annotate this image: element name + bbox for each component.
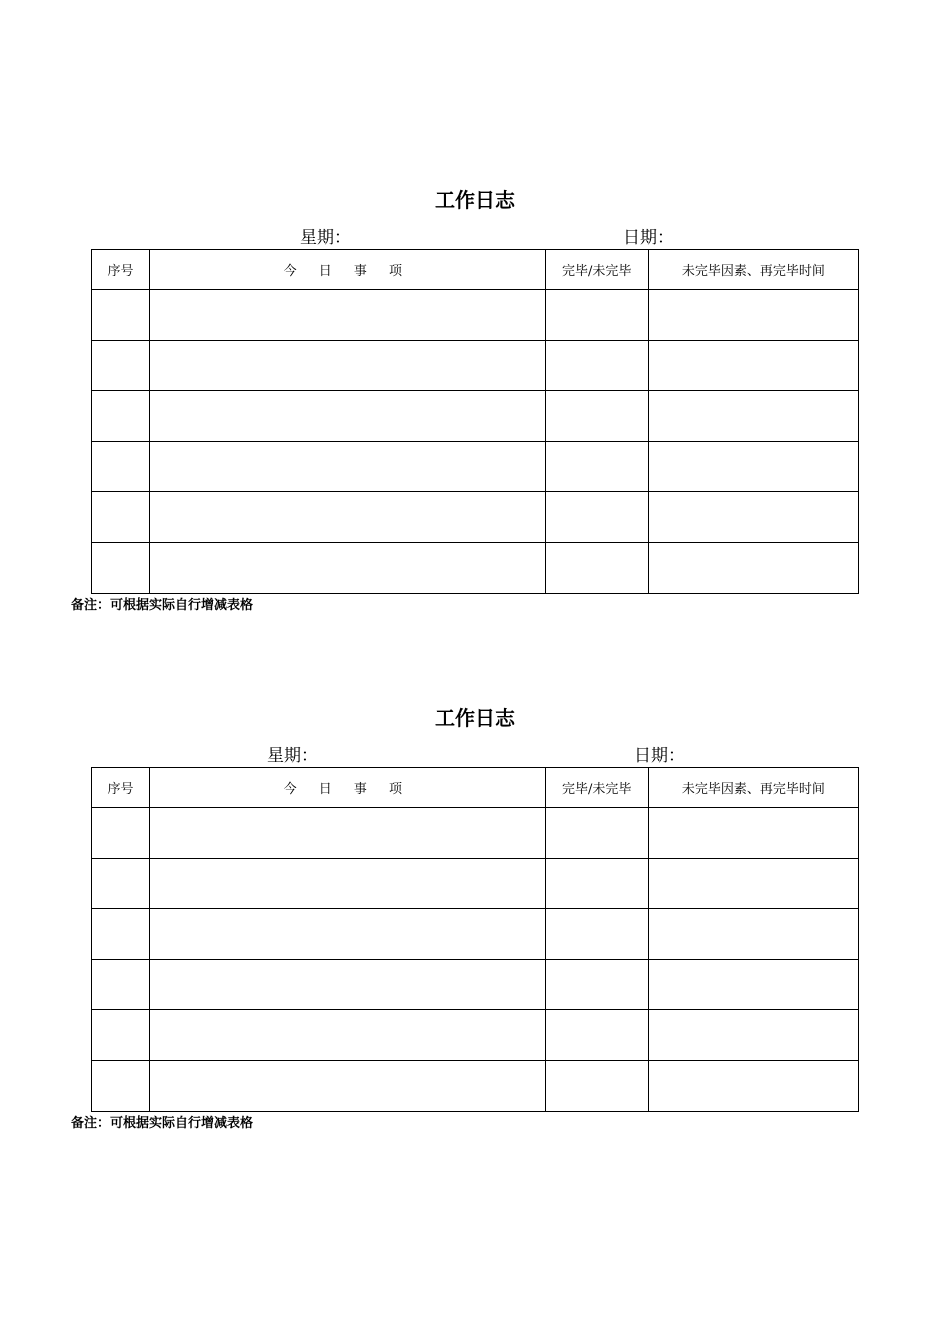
cell-reason[interactable] xyxy=(648,441,858,492)
weekday-label: 星期： xyxy=(300,228,351,248)
cell-item[interactable] xyxy=(150,391,546,442)
cell-done[interactable] xyxy=(545,909,648,960)
table-note: 备注：可根据实际自行增减表格 xyxy=(71,1116,254,1131)
cell-reason[interactable] xyxy=(648,290,858,341)
cell-item[interactable] xyxy=(150,290,546,341)
cell-item[interactable] xyxy=(150,441,546,492)
cell-reason[interactable] xyxy=(648,808,858,859)
work-log-table xyxy=(91,249,859,594)
cell-done[interactable] xyxy=(545,340,648,391)
header-done-status: 完毕/未完毕 xyxy=(545,250,648,290)
cell-seq[interactable] xyxy=(92,441,150,492)
cell-done[interactable] xyxy=(545,858,648,909)
table-row xyxy=(92,959,859,1010)
cell-reason[interactable] xyxy=(648,858,858,909)
cell-item[interactable] xyxy=(150,1010,546,1061)
table-note: 备注：可根据实际自行增减表格 xyxy=(71,598,254,613)
cell-done[interactable] xyxy=(545,1060,648,1111)
cell-done[interactable] xyxy=(545,1010,648,1061)
cell-seq[interactable] xyxy=(92,858,150,909)
header-seq: 序号 xyxy=(92,250,150,290)
table-header-row xyxy=(92,768,859,808)
cell-item[interactable] xyxy=(150,959,546,1010)
cell-reason[interactable] xyxy=(648,391,858,442)
table-row xyxy=(92,1010,859,1061)
cell-seq[interactable] xyxy=(92,1060,150,1111)
header-seq: 序号 xyxy=(92,768,150,808)
cell-reason[interactable] xyxy=(648,340,858,391)
form-title: 工作日志 xyxy=(435,706,515,730)
cell-reason[interactable] xyxy=(648,959,858,1010)
cell-item[interactable] xyxy=(150,340,546,391)
cell-reason[interactable] xyxy=(648,542,858,593)
cell-item[interactable] xyxy=(150,1060,546,1111)
table-row xyxy=(92,492,859,543)
table-row xyxy=(92,542,859,593)
cell-seq[interactable] xyxy=(92,1010,150,1061)
cell-item[interactable] xyxy=(150,492,546,543)
header-reason-time: 未完毕因素、再完毕时间 xyxy=(648,768,858,808)
header-reason-time: 未完毕因素、再完毕时间 xyxy=(648,250,858,290)
cell-seq[interactable] xyxy=(92,340,150,391)
cell-seq[interactable] xyxy=(92,808,150,859)
cell-seq[interactable] xyxy=(92,909,150,960)
table-row xyxy=(92,290,859,341)
cell-item[interactable] xyxy=(150,808,546,859)
cell-done[interactable] xyxy=(545,492,648,543)
cell-seq[interactable] xyxy=(92,391,150,442)
date-label: 日期： xyxy=(623,228,674,248)
cell-done[interactable] xyxy=(545,959,648,1010)
work-log-table xyxy=(91,767,859,1112)
cell-done[interactable] xyxy=(545,391,648,442)
cell-reason[interactable] xyxy=(648,492,858,543)
cell-item[interactable] xyxy=(150,858,546,909)
table-row xyxy=(92,909,859,960)
table-row xyxy=(92,858,859,909)
table-row xyxy=(92,808,859,859)
cell-seq[interactable] xyxy=(92,492,150,543)
cell-reason[interactable] xyxy=(648,1060,858,1111)
table-row xyxy=(92,441,859,492)
header-today-items: 今 日 事 项 xyxy=(150,768,546,808)
cell-seq[interactable] xyxy=(92,290,150,341)
cell-done[interactable] xyxy=(545,290,648,341)
cell-seq[interactable] xyxy=(92,959,150,1010)
cell-reason[interactable] xyxy=(648,1010,858,1061)
cell-done[interactable] xyxy=(545,542,648,593)
weekday-label: 星期： xyxy=(267,746,318,766)
cell-item[interactable] xyxy=(150,542,546,593)
table-row xyxy=(92,340,859,391)
cell-seq[interactable] xyxy=(92,542,150,593)
header-done-status: 完毕/未完毕 xyxy=(545,768,648,808)
table-row xyxy=(92,391,859,442)
cell-reason[interactable] xyxy=(648,909,858,960)
cell-done[interactable] xyxy=(545,808,648,859)
table-row xyxy=(92,1060,859,1111)
form-title: 工作日志 xyxy=(435,188,515,212)
cell-done[interactable] xyxy=(545,441,648,492)
table-header-row xyxy=(92,250,859,290)
header-today-items: 今 日 事 项 xyxy=(150,250,546,290)
date-label: 日期： xyxy=(634,746,685,766)
cell-item[interactable] xyxy=(150,909,546,960)
